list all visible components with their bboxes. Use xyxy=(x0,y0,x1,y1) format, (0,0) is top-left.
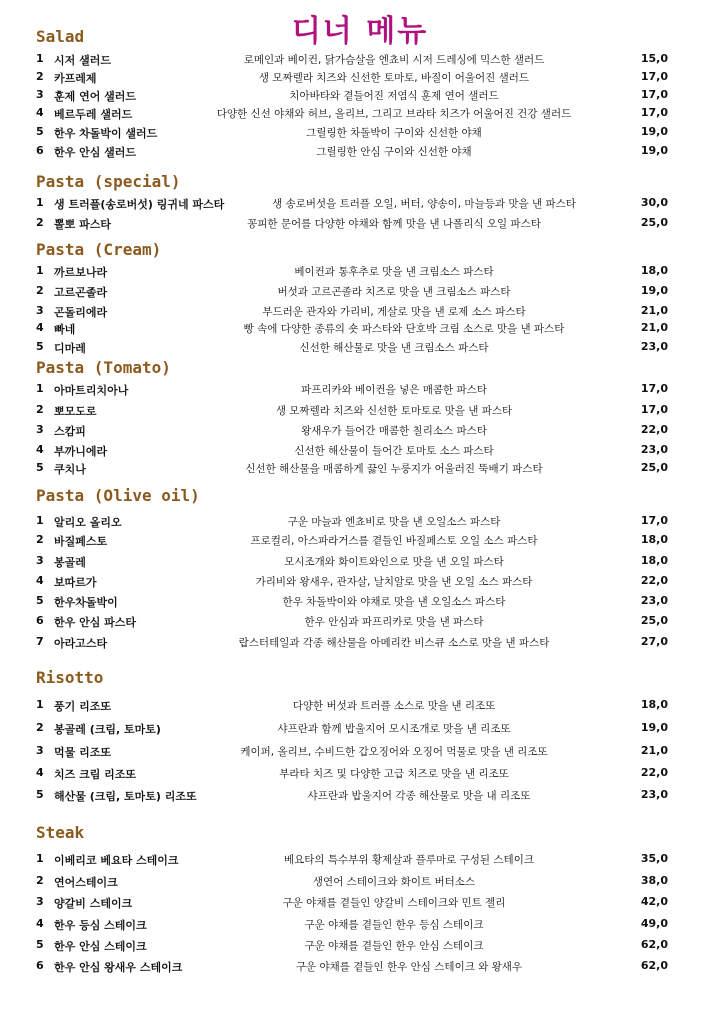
item-number: 3 xyxy=(36,304,44,317)
section-title-pasta-special: Pasta (special) xyxy=(36,172,181,191)
item-description: 베요타의 특수부위 황제살과 플루마로 구성된 스테이크 xyxy=(284,854,534,866)
item-number: 4 xyxy=(36,106,44,119)
menu-item xyxy=(36,917,668,935)
menu-item xyxy=(36,698,668,716)
item-number: 1 xyxy=(36,382,44,395)
item-number: 1 xyxy=(36,264,44,277)
item-price: 19,0 xyxy=(640,284,668,297)
item-name: 고르곤졸라 xyxy=(54,286,108,299)
item-description: 다양한 버섯과 트러플 소스로 맛을 낸 리조또 xyxy=(292,700,496,712)
item-price: 15,0 xyxy=(640,52,668,65)
item-price: 19,0 xyxy=(640,144,668,157)
item-description: 신선한 해산물을 매콤하게 끓인 누룽지가 어울러진 뚝배기 파스타 xyxy=(245,463,543,475)
item-description: 케이퍼, 올리브, 수비드한 갑오징어와 오징어 먹물로 맛을 낸 리조또 xyxy=(240,746,548,758)
item-name: 곤돌리에라 xyxy=(54,306,108,319)
item-description: 모시조개와 화이트와인으로 맛을 낸 오일 파스타 xyxy=(284,556,504,568)
menu-item xyxy=(36,959,668,977)
item-name: 카프레제 xyxy=(54,72,97,85)
item-name: 부까니에라 xyxy=(54,445,108,458)
item-name: 알리오 올리오 xyxy=(54,516,122,529)
item-number: 1 xyxy=(36,52,44,65)
menu-item xyxy=(36,403,668,421)
item-price: 25,0 xyxy=(640,461,668,474)
menu-item xyxy=(36,766,668,784)
item-name: 해산물 (크림, 토마토) 리조또 xyxy=(54,790,197,803)
item-price: 18,0 xyxy=(640,554,668,567)
item-number: 7 xyxy=(36,635,44,648)
item-number: 2 xyxy=(36,70,44,83)
menu-item xyxy=(36,52,668,70)
menu-item xyxy=(36,70,668,88)
menu-item xyxy=(36,423,668,441)
section-title-risotto: Risotto xyxy=(36,668,104,687)
item-description: 로메인과 베이컨, 닭가슴살을 엔쵸비 시저 드레싱에 믹스한 샐러드 xyxy=(243,54,545,66)
item-description: 구운 야채를 곁들인 한우 안심 스테이크 xyxy=(304,940,484,952)
item-number: 4 xyxy=(36,443,44,456)
item-description: 그릴링한 차돌박이 구이와 신선한 야채 xyxy=(306,127,482,139)
item-name: 쿠치나 xyxy=(54,463,86,476)
item-description: 신선한 해산물이 들어간 토마토 소스 파스타 xyxy=(294,445,494,457)
item-number: 2 xyxy=(36,216,44,229)
item-description: 생연어 스테이크와 화이트 버터소스 xyxy=(312,876,476,888)
item-description: 구운 야채를 곁들인 한우 안심 스테이크 와 왕새우 xyxy=(295,961,523,973)
item-description: 왕새우가 들어간 매콤한 칠리소스 파스타 xyxy=(301,425,487,437)
item-description: 생 모짜렐라 치즈와 신선한 토마토로 맛을 낸 파스타 xyxy=(275,405,513,417)
menu-item xyxy=(36,554,668,572)
menu-item xyxy=(36,216,668,234)
menu-item xyxy=(36,443,668,461)
item-price: 22,0 xyxy=(640,574,668,587)
item-number: 3 xyxy=(36,554,44,567)
menu-item xyxy=(36,514,668,532)
menu-item xyxy=(36,852,668,870)
item-name: 보따르가 xyxy=(54,576,97,589)
item-name: 훈제 연어 샐러드 xyxy=(54,90,137,103)
item-number: 6 xyxy=(36,959,44,972)
item-number: 4 xyxy=(36,917,44,930)
item-number: 5 xyxy=(36,788,44,801)
item-number: 6 xyxy=(36,144,44,157)
item-number: 3 xyxy=(36,88,44,101)
item-number: 6 xyxy=(36,614,44,627)
item-name: 뽈뽀 파스타 xyxy=(54,218,111,231)
menu-item xyxy=(36,304,668,322)
menu-item xyxy=(36,88,668,106)
item-description: 프로컬리, 아스파라거스를 곁들인 바질페스토 오일 소스 파스타 xyxy=(250,535,538,547)
menu-item xyxy=(36,895,668,913)
item-price: 25,0 xyxy=(640,614,668,627)
menu-item xyxy=(36,533,668,551)
item-description: 부드러운 관자와 가리비, 게살로 맛을 낸 로제 소스 파스타 xyxy=(262,306,526,318)
item-number: 1 xyxy=(36,698,44,711)
item-price: 17,0 xyxy=(640,88,668,101)
item-price: 21,0 xyxy=(640,304,668,317)
item-price: 18,0 xyxy=(640,698,668,711)
item-price: 23,0 xyxy=(640,594,668,607)
item-name: 아라고스타 xyxy=(54,637,108,650)
menu-item xyxy=(36,284,668,302)
menu-item xyxy=(36,461,668,479)
item-name: 봉골레 (크림, 토마토) xyxy=(54,723,161,736)
item-price: 17,0 xyxy=(640,514,668,527)
item-number: 2 xyxy=(36,284,44,297)
menu-item xyxy=(36,382,668,400)
menu-item xyxy=(36,340,668,358)
section-title-steak: Steak xyxy=(36,823,85,842)
item-price: 27,0 xyxy=(640,635,668,648)
item-description: 그릴링한 안심 구이와 신선한 야채 xyxy=(316,146,472,158)
item-price: 23,0 xyxy=(640,788,668,801)
item-price: 23,0 xyxy=(640,340,668,353)
item-price: 22,0 xyxy=(640,423,668,436)
item-number: 5 xyxy=(36,340,44,353)
item-name: 한우 안심 샐러드 xyxy=(54,146,137,159)
item-description: 한우 차돌박이와 야채로 맛을 낸 오일소스 파스타 xyxy=(282,596,506,608)
item-description: 구운 야채를 곁들인 양갈비 스테이크와 민트 젤리 xyxy=(282,897,506,909)
item-name: 디마레 xyxy=(54,342,86,355)
item-price: 17,0 xyxy=(640,403,668,416)
item-number: 4 xyxy=(36,574,44,587)
item-price: 17,0 xyxy=(640,382,668,395)
menu-item xyxy=(36,196,668,214)
item-price: 62,0 xyxy=(640,959,668,972)
item-name: 바질페스토 xyxy=(54,535,108,548)
menu-item xyxy=(36,594,668,612)
item-description: 베이컨과 통후추로 맛을 낸 크림소스 파스타 xyxy=(294,266,494,278)
menu-item xyxy=(36,874,668,892)
item-description: 샤프란과 함께 밥울지어 모시조개로 맛을 낸 리조또 xyxy=(277,723,511,735)
item-number: 3 xyxy=(36,423,44,436)
item-price: 21,0 xyxy=(640,321,668,334)
item-price: 23,0 xyxy=(640,443,668,456)
item-number: 2 xyxy=(36,721,44,734)
section-title-pasta-cream: Pasta (Cream) xyxy=(36,240,162,259)
item-number: 3 xyxy=(36,744,44,757)
item-name: 치즈 크림 리조또 xyxy=(54,768,137,781)
item-description: 다양한 신선 야채와 허브, 올리브, 그리고 브라타 치즈가 어울어진 건강 샐러드 xyxy=(216,108,572,120)
item-name: 봉골레 xyxy=(54,556,86,569)
item-name: 한우 등심 스테이크 xyxy=(54,919,147,932)
item-number: 5 xyxy=(36,125,44,138)
item-description: 한우 안심과 파프리카로 맛을 낸 파스타 xyxy=(304,616,484,628)
item-description: 샤프란과 밥울지어 각종 해산물로 맛을 내 리조또 xyxy=(307,790,531,802)
menu-item xyxy=(36,125,668,143)
item-description: 구운 마늘과 엔쵸비로 맛을 낸 오일소스 파스타 xyxy=(287,516,501,528)
item-name: 한우 안심 스테이크 xyxy=(54,940,147,953)
item-description: 랍스터테일과 각종 해산물을 아메리칸 비스큐 소스로 맛을 낸 파스타 xyxy=(238,637,550,649)
item-number: 4 xyxy=(36,766,44,779)
item-description: 꽁피한 문어를 다양한 야채와 함께 맛을 낸 나폴리식 오일 파스타 xyxy=(247,218,541,230)
item-price: 42,0 xyxy=(640,895,668,908)
menu-item xyxy=(36,264,668,282)
item-price: 17,0 xyxy=(640,106,668,119)
item-name: 빠네 xyxy=(54,323,76,336)
page-title: 디너 메뉴 xyxy=(291,14,429,49)
menu-item xyxy=(36,788,668,806)
item-price: 38,0 xyxy=(640,874,668,887)
item-price: 30,0 xyxy=(640,196,668,209)
item-name: 뽀모도로 xyxy=(54,405,97,418)
item-price: 62,0 xyxy=(640,938,668,951)
item-price: 35,0 xyxy=(640,852,668,865)
item-name: 시저 샐러드 xyxy=(54,54,111,67)
item-name: 한우 차돌박이 샐러드 xyxy=(54,127,158,140)
item-name: 이베리코 베요타 스테이크 xyxy=(54,854,179,867)
menu-item xyxy=(36,721,668,739)
item-description: 파프리카와 베이컨을 넣은 매콤한 파스타 xyxy=(301,384,487,396)
item-number: 2 xyxy=(36,403,44,416)
item-price: 17,0 xyxy=(640,70,668,83)
item-name: 아마트리치아나 xyxy=(54,384,129,397)
item-name: 생 트러플(송로버섯) 링귀네 파스타 xyxy=(54,198,225,211)
menu-item xyxy=(36,574,668,592)
item-price: 21,0 xyxy=(640,744,668,757)
menu-item xyxy=(36,744,668,762)
item-number: 5 xyxy=(36,594,44,607)
item-number: 1 xyxy=(36,196,44,209)
section-title-salad: Salad xyxy=(36,27,85,46)
item-price: 18,0 xyxy=(640,264,668,277)
item-name: 풍기 리조또 xyxy=(54,700,111,713)
item-price: 19,0 xyxy=(640,721,668,734)
item-price: 22,0 xyxy=(640,766,668,779)
item-number: 3 xyxy=(36,895,44,908)
item-name: 한우차돌박이 xyxy=(54,596,118,609)
item-name: 까르보나라 xyxy=(54,266,108,279)
menu-item xyxy=(36,938,668,956)
menu-item xyxy=(36,635,668,653)
item-number: 5 xyxy=(36,461,44,474)
item-name: 연어스테이크 xyxy=(54,876,118,889)
item-name: 한우 안심 파스타 xyxy=(54,616,137,629)
item-name: 베르두레 샐러드 xyxy=(54,108,133,121)
item-name: 한우 안심 왕새우 스테이크 xyxy=(54,961,183,974)
item-number: 2 xyxy=(36,533,44,546)
item-name: 양갈비 스테이크 xyxy=(54,897,133,910)
item-name: 먹물 리조또 xyxy=(54,746,111,759)
item-description: 부라타 치즈 및 다양한 고급 치즈로 맛을 낸 리조또 xyxy=(279,768,509,780)
item-description: 신선한 해산물로 맛을 낸 크림소스 파스타 xyxy=(299,342,489,354)
menu-item xyxy=(36,106,668,124)
item-number: 5 xyxy=(36,938,44,951)
item-number: 4 xyxy=(36,321,44,334)
item-price: 19,0 xyxy=(640,125,668,138)
item-price: 25,0 xyxy=(640,216,668,229)
item-description: 구운 야채를 곁들인 한우 등심 스테이크 xyxy=(304,919,484,931)
item-price: 49,0 xyxy=(640,917,668,930)
menu-item xyxy=(36,321,668,339)
item-price: 18,0 xyxy=(640,533,668,546)
item-description: 생 송로버섯을 트러플 오일, 버터, 양송이, 마늘등과 맛을 낸 파스타 xyxy=(272,198,576,210)
item-description: 생 모짜렐라 치즈와 신선한 토마토, 바질이 어울어진 샐러드 xyxy=(258,72,530,84)
item-description: 치아바타와 곁들어진 저염식 훈제 연어 샐러드 xyxy=(289,90,499,102)
item-description: 버섯과 고르곤졸라 치즈로 맛을 낸 크림소스 파스타 xyxy=(277,286,511,298)
item-number: 1 xyxy=(36,514,44,527)
item-description: 가리비와 왕새우, 관자살, 날치알로 맛을 낸 오일 소스 파스타 xyxy=(255,576,533,588)
item-number: 1 xyxy=(36,852,44,865)
menu-item xyxy=(36,614,668,632)
menu-item xyxy=(36,144,668,162)
item-name: 스캄피 xyxy=(54,425,86,438)
section-title-pasta-olive-oil: Pasta (Olive oil) xyxy=(36,486,200,505)
item-number: 2 xyxy=(36,874,44,887)
item-description: 빵 속에 다양한 종류의 숏 파스타와 단호박 크림 소스로 맛을 낸 파스타 xyxy=(243,323,565,335)
section-title-pasta-tomato: Pasta (Tomato) xyxy=(36,358,171,377)
